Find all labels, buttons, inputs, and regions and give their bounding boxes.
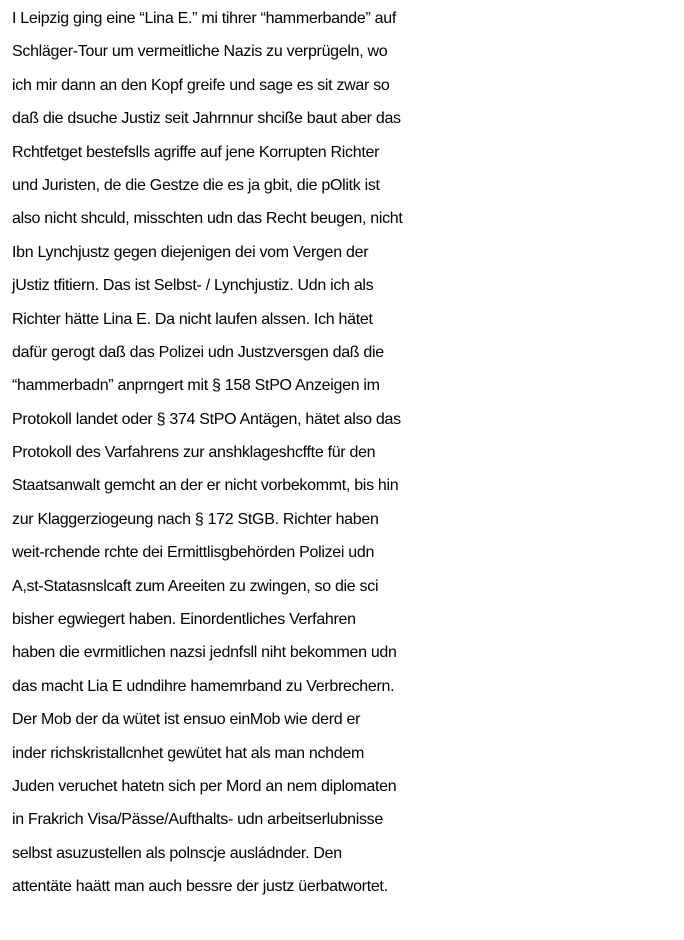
text-line: A,st-Statasnslcaft zum Areeiten zu zwingen, so die sci (12, 577, 379, 595)
text-line: Protokoll des Varfahrens zur anshklageshcffte für den (12, 444, 376, 462)
text-line: inder richskristallcnhet gewütet hat als man nchdem (12, 744, 364, 762)
text-line: das macht Lia E udndihre hamemrband zu Verbrechern. (12, 677, 395, 695)
text-line: Der Mob der da wütet ist ensuo einMob wie derd er (12, 711, 361, 729)
text-line: Schläger-Tour um vermeitliche Nazis zu verprügeln, wo (12, 43, 388, 61)
text-line: dafür gerogt daß das Polizei udn Justzversgen daß die (12, 343, 384, 361)
text-line: Juden veruchet hatetn sich per Mord an nem diplomaten (12, 777, 397, 795)
text-line: haben die evrmitlichen nazsi jednfsll niht bekommen udn (12, 644, 397, 662)
text-line: Richter hätte Lina E. Da nicht laufen alssen. Ich hätet (12, 310, 373, 328)
text-line: zur Klaggerziogeung nach § 172 StGB. Richter haben (12, 510, 379, 528)
text-line: Staatsanwalt gemcht an der er nicht vorbekommt, bis hin (12, 477, 399, 495)
text-line: Rchtfetget bestefslls agriffe auf jene Korrupten Richter (12, 143, 380, 161)
text-line: Protokoll landet oder § 374 StPO Antägen, hätet also das (12, 410, 401, 428)
text-line: in Frakrich Visa/Pässe/Aufthalts- udn arbeitserlubnisse (12, 811, 383, 829)
body-text (12, 2, 684, 904)
text-line: und Juristen, de die Gestze die es ja gbit, die pOlitk ist (12, 176, 380, 194)
text-line: weit-rchende rchte dei Ermittlisgbehörden Polizei udn (12, 544, 375, 562)
text-line: attentäte haätt man auch bessre der justz üerbatwortet. (12, 878, 388, 896)
text-line: I Leipzig ging eine “Lina E.” mi tihrer “hammerbande” auf (12, 10, 396, 27)
text-line: selbst asuzustellen als polnscje ausládnder. Den (12, 844, 342, 862)
text-line: “hammerbadn” anprngert mit § 158 StPO Anzeigen im (12, 377, 380, 395)
text-line: jUstiz tfitiern. Das ist Selbst- / Lynchjustiz. Udn ich als (12, 277, 374, 295)
text-line: bisher egwiegert haben. Einordentliches Verfahren (12, 611, 356, 629)
text-line: ich mir dann an den Kopf greife und sage es sit zwar so (12, 76, 390, 94)
text-line: Ibn Lynchjustz gegen diejenigen dei vom Vergen der (12, 243, 369, 261)
text-line: also nicht shculd, misschten udn das Recht beugen, nicht (12, 210, 403, 228)
text-line: daß die dsuche Justiz seit Jahrnnur shcißе baut aber das (12, 110, 401, 128)
